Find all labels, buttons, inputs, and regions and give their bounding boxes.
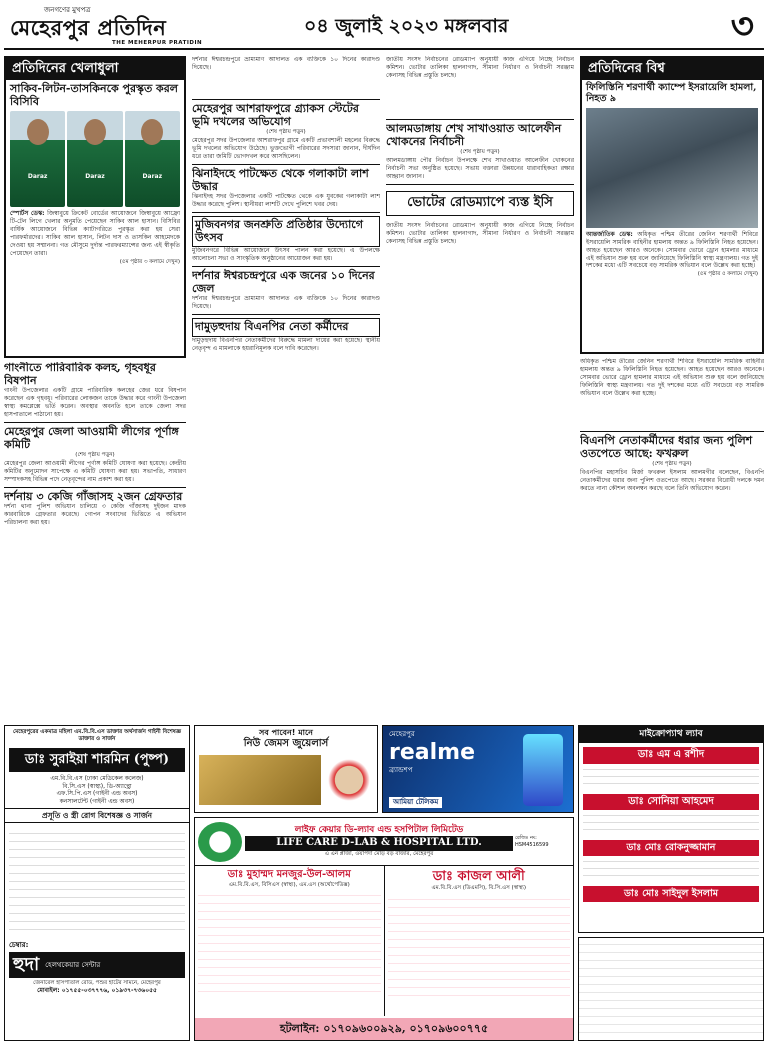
masthead-date: ০৪ জুলাই ২০২৩ মঙ্গলবার [304,15,509,37]
column-4 [580,358,764,720]
story-body: দামুড়হুদায় বিএনপির নেতাকর্মীদের বিরুদ্ধে মামলা দায়ের করা হয়েছে। স্থানীয় নেতৃবৃন্দ এ মামলাকে হয়রানিমূলক বলে দাবি করেছেন। [192,336,380,352]
continued-note: (শেষ পৃষ্ঠায় পড়ুন) [460,149,500,156]
player-photo [10,111,65,207]
ad-lifecare [194,817,574,1041]
owner-photo [325,755,373,805]
ad-mobile: মোবাইল: ০১৭৫৫-০৩৭৭৭৬, ০১৯৩৭-৭৩৬০৫৫ [37,987,157,994]
ad-doctor-suraiya [4,725,190,1041]
masthead-slogan: জনগণের মুখপত্র [44,6,91,14]
ad-doctor-name: ডাঃ সুরাইয়া শারমিন (পুষ্প) [9,748,185,772]
column-3 [386,56,574,720]
world-headline: ফিলিস্তিনি শরণার্থী ক্যাম্পে ইসরায়েলি হামলা, নিহত ৯ [586,82,757,104]
story-headline: গাংনীতে পারিবারিক কলহ, গৃহবধূর বিষপান [4,362,156,387]
ad-doctor-top: মেহেরপুরের একমাত্র মহিলা এম.বি.বি.এস ডাক্তার অর্থসার্জন গাইনী বিশেষজ্ঞ ডাক্তার ও সার্জন [12,729,181,742]
world-body: অধিকৃত পশ্চিম তীরের জেনিন শরণার্থী শিবিরে ইসরায়েলি সামরিক বাহিনীর হামলায় অন্তত ৯ ফিলিস্তিনি নিহত হয়েছেন। আহত হয়েছেন আরও অনেকে। সোমবার ভোরে ড্রোন হামলার মাধ্যমে এই অভিযান শুরু হয় বলে জানিয়েছে ফিলিস্তিনি স্বাস্থ্য মন্ত্রণালয়। গত দুই দশকের মধ্যে এটি সবচেয়ে বড় সামরিক অভিযান বলে উল্লেখ করা হচ্ছে। [586,230,758,270]
ad-lc-doctor-1: ডাঃ মুহাম্মদ মনজুর-উল-আলম [227,869,351,880]
ad-doctor-degree: এম.বি.বি.এস (ঢাকা মেডিকেল কলেজ) বি.সি.এস (স্বাস্থ্য), ডি-অ্যান্থ্রো এফ.সি.পি.এস (গাইনী এন্ড অবস) কনসালটেন্ট (গাইনী এন্ড অবস) [50,775,144,805]
sports-section-title: প্রতিদিনের খেলাধুলা [6,58,184,80]
ad-jewellers [194,725,378,813]
ad-micro-doctor: ডাঃ মোঃ রোকনুজ্জামান [583,840,759,856]
story-body: অধিকৃত পশ্চিম তীরের জেনিন শরণার্থী শিবিরে ইসরায়েলি সামরিক বাহিনীর হামলায় অন্তত ৯ ফিলিস্তিনি নিহত হয়েছেন। আহত হয়েছেন আরও অনেকে। সোমবার ভোরে ড্রোন হামলার মাধ্যমে এই অভিযান শুরু হয় বলে জানিয়েছে ফিলিস্তিনি স্বাস্থ্য মন্ত্রণালয়। গত দুই দশকের মধ্যে এটি সবচেয়ে বড় সামরিক অভিযান বলে উল্লেখ করা হচ্ছে। [580,358,764,397]
ad-realme-city: মেহেরপুর [389,730,415,738]
world-byline: আন্তর্জাতিক ডেস্ক: [586,230,633,238]
story-body: দর্শনার ঈশ্বরচন্দ্রপুরে ভ্রাম্যমাণ আদালত এক ব্যক্তিকে ১০ দিনের কারাদণ্ড দিয়েছে। [192,56,380,71]
sports-continued: (৫ম পৃষ্ঠার ৩ কলামে দেখুন) [119,258,180,265]
jewelry-image [199,755,321,805]
story-body: ঝিনাইদহ সদর উপজেলার একটি পাটক্ষেত থেকে এক যুবকের গলাকাটা লাশ উদ্ধার করেছে পুলিশ। স্থানীয়রা লাশটি দেখে পুলিশে খবর দেয়। [192,193,380,209]
ad-lifecare-bn: লাইফ কেয়ার ডি-ল্যাব এন্ড হসপিটাল লিমিটেড [294,825,464,836]
ad-realme-brand: realme [389,739,476,765]
story-body: মেহেরপুর সদর উপজেলার আশরাফপুর গ্রামে একটি প্রভাবশালী মহলের বিরুদ্ধে ভূমি দখলের অভিযোগ উঠেছে। ভুক্তভোগী পরিবারের সদস্যরা জানান, দীর্ঘদিন ধরে তারা জমিটি ভোগদখল করে আসছিলেন। [192,137,380,160]
story-body: মুজিবনগরে বিভিন্ন আয়োজনে উৎসব পালন করা হয়েছে। এ উপলক্ষে আলোচনা সভা ও সাংস্কৃতিক অনুষ্ঠানের আয়োজন করা হয়। [192,247,380,263]
masthead [4,4,764,50]
ad-micro-name: মাইক্রোপ্যাথ ল্যাব [579,726,763,743]
story-body: জাতীয় সংসদ নির্বাচনের রোডম্যাপ অনুযায়ী কাজ এগিয়ে নিচ্ছে নির্বাচন কমিশন। ভোটার তালিকা হালনাগাদ, সীমানা নির্ধারণ ও নির্বাচনী সরঞ্জাম কেনাসহ বিভিন্ন প্রস্তুতি চলছে। [386,221,574,245]
page-number: ৩ [730,5,754,47]
players-photo [10,111,180,207]
player-photo [125,111,180,207]
story-body: দর্শনার ঈশ্বরচন্দ্রপুরে ভ্রাম্যমাণ আদালত এক ব্যক্তিকে ১০ দিনের কারাদণ্ড দিয়েছে। [192,295,380,311]
masthead-name-en: THE MEHERPUR PRATIDIN [112,40,203,46]
world-section-title: প্রতিদিনের বিশ্ব [582,58,762,80]
story-body: দর্শনা থানা পুলিশ অভিযান চালিয়ে ৩ কেজি গাঁজাসহ দুইজন মাদক কারবারিকে গ্রেফতার করেছে। গোপন সংবাদের ভিত্তিতে এ অভিযান পরিচালনা করা হয়। [4,503,186,527]
story-headline: ভোটের রোডম্যাপে ব্যস্ত ইসি [386,191,574,216]
ad-chamber-label: চেম্বার: [9,941,29,950]
ad-micro-doctor: ডাঃ এম এ রশীদ [583,747,759,764]
column-2 [192,56,380,720]
ad-address: জেনারেল হাসপাতাল রোড, পশুর হাটের সামনে, মেহেরপুর [33,980,161,987]
ad-services-list [9,827,185,937]
continued-note: (শেষ পৃষ্ঠায় পড়ুন) [652,461,692,468]
ad-realme-sub: ব্র্যান্ডশপ [389,766,413,775]
ad-lc-doctor-2: ডাঃ কাজল আলী [432,869,525,884]
story-headline: ঝিনাইদহে পাটক্ষেত থেকে গলাকাটা লাশ উদ্ধার [192,166,369,193]
story-headline: বিএনপি নেতাকর্মীদের ধরার জন্য পুলিশ ওতপেতে আছে: ফখরুল [580,434,753,460]
ad-micropath-lab [578,725,764,933]
ad-jewel-name: নিউ জেমস জুয়েলার্স [243,738,329,749]
phone-image [523,734,563,806]
ad-lc-hotline: হটলাইন: ০১৭০৯৬০০৯২৯, ০১৭০৯৬০০৭৭৫ [195,1018,573,1040]
story-headline: মেহেরপুর জেলা আওয়ামী লীগের পূর্ণাঙ্গ কমিটি [4,424,179,451]
ad-lifecare-en: LIFE CARE D-LAB & HOSPITAL LTD. [245,836,513,851]
lifecare-logo [198,822,242,862]
masthead-name: মেহেরপুর প্রতিদিন [10,15,167,40]
ad-realme-dealer: আমিয়া টেলিকম [389,797,442,808]
sports-headline: সাকিব-লিটন-তাসকিনকে পুরস্কৃত করল বিসিবি [10,82,178,108]
sports-byline: স্পোর্টস ডেস্ক: [10,210,45,218]
player-photo [67,111,122,207]
world-section [580,56,764,354]
world-photo [586,108,758,228]
ad-micro-doctor: ডাঃ সোনিয়া আহমেদ [583,794,759,811]
sports-section [4,56,186,358]
world-continued: (৫ম পৃষ্ঠার ৫ কলামে দেখুন) [697,271,758,278]
ad-realme [382,725,574,813]
sports-body: জিম্বাবুয়ে ক্রিকেট বোর্ডের আয়োজনে জিম্বাবুয়ে আফ্রো টি-টেন লিগে খেলার অনুমতি পেয়েছেন সাকিব আল হাসান। বিসিবির বার্ষিক আয়োজনে বিভিন্ন ক্যাটাগরিতে পুরস্কৃত করা হয় সেরা পারফর্মারদের। সাকিব আল হাসান, লিটন দাস ও তাসকিন আহমেদকে দেওয়া হয় সম্মাননা। গত মৌসুমে দুর্দান্ত পারফরম্যান্সের জন্য এই স্বীকৃতি পেয়েছেন তারা। [10,210,180,257]
ad-chamber-name: হুদা [13,953,40,975]
story-body: মেহেরপুর জেলা আওয়ামী লীগের পূর্ণাঙ্গ কমিটি ঘোষণা করা হয়েছে। কেন্দ্রীয় কমিটির অনুমোদন সাপেক্ষে এ কমিটি ঘোষণা করা হয়। সভাপতি, সাধারণ সম্পাদকসহ বিভিন্ন পদে নেতৃবৃন্দের নাম প্রকাশ করা হয়। [4,460,186,483]
story-headline: মুজিবনগর জনশ্রুতি প্রতিষ্ঠার উদ্যোগে উৎসব [192,216,380,247]
ad-lc-doctor-1-degree: এম.বি.বি.এস, বিসিএস (স্বাস্থ্য), এম.এস (অর্থোপেডিক্স) [228,881,350,888]
story-headline: আলমডাঙ্গায় শেখ সাখাওয়াত আলেফীন খোকনের নির্বাচনী [386,122,562,148]
ad-jewel-tag: সব পাবেন! মানে [259,728,313,737]
story-body: জাতীয় সংসদ নির্বাচনের রোডম্যাপ অনুযায়ী কাজ এগিয়ে নিচ্ছে নির্বাচন কমিশন। ভোটার তালিকা হালনাগাদ, সীমানা নির্ধারণ ও নির্বাচনী সরঞ্জাম কেনাসহ বিভিন্ন প্রস্তুতি চলছে। [386,56,574,79]
continued-note: (শেষ পৃষ্ঠায় পড়ুন) [75,452,115,459]
story-headline: মেহেরপুর আশরাফপুরে গ্র্যাকস স্টেটের ভূমি দখলের অভিযোগ [192,102,359,128]
ad-micro-doctor: ডাঃ মোঃ সাইদুল ইসলাম [583,886,759,902]
ad-micropath-footer [578,937,764,1041]
continued-note: (শেষ পৃষ্ঠায় পড়ুন) [266,129,306,136]
ad-doctor-specialty: প্রসূতি ও স্ত্রী রোগ বিশেষজ্ঞ ও সার্জন [5,808,189,823]
ad-lifecare-addr: এ এন প্লাজা, ওয়াপদা মোড় বড় বাজার, মেহেরপুর [324,850,434,857]
story-headline: দর্শনার ঈশ্বরচন্দ্রপুরে এক জনের ১০ দিনের জেল [192,269,375,295]
story-body: গাংনী উপজেলার একটি গ্রামে পারিবারিক কলহের জের ধরে বিষপান করেছেন এক গৃহবধূ। পরিবারের লোকজন তাকে উদ্ধার করে গাংনী উপজেলা স্বাস্থ্য কমপ্লেক্সে ভর্তি করেন। অবস্থার অবনতি হলে তাকে জেলা সদর হাসপাতালে পাঠানো হয়। [4,387,186,418]
ad-chamber-sub: হেলথকেয়ার সেন্টার [45,960,101,969]
column-1 [4,362,186,720]
ad-lifecare-reg: রেজিঃ নং: HSM4516599 [515,835,549,848]
story-headline: দর্শনায় ৩ কেজি গাঁজাসহ ২জন গ্রেফতার [4,489,183,503]
story-body: আলমডাঙ্গায় পৌর নির্বাচন উপলক্ষে শেখ সাখাওয়াত আলেফীন খোকনের নির্বাচনী সভা অনুষ্ঠিত হয়েছে। সভায় বক্তারা উন্নয়নের ধারাবাহিকতা রক্ষার আহ্বান জানান। [386,157,574,180]
story-headline: দামুড়হুদায় বিএনপির নেতা কর্মীদের [192,318,380,337]
ad-lc-doctor-2-degree: এম.বি.বি.এস (ডিএমসি), বি.সি.এস (স্বাস্থ্য) [431,885,527,892]
story-body: বিএনপির মহাসচিব মির্জা ফখরুল ইসলাম আলমগীর বলেছেন, বিএনপি নেতাকর্মীদের ধরার জন্য পুলিশ ওতপেতে আছে। সরকার বিরোধী দলকে দমন করতে নানা কৌশল অবলম্বন করছে বলে তিনি অভিযোগ করেন। [580,469,764,492]
